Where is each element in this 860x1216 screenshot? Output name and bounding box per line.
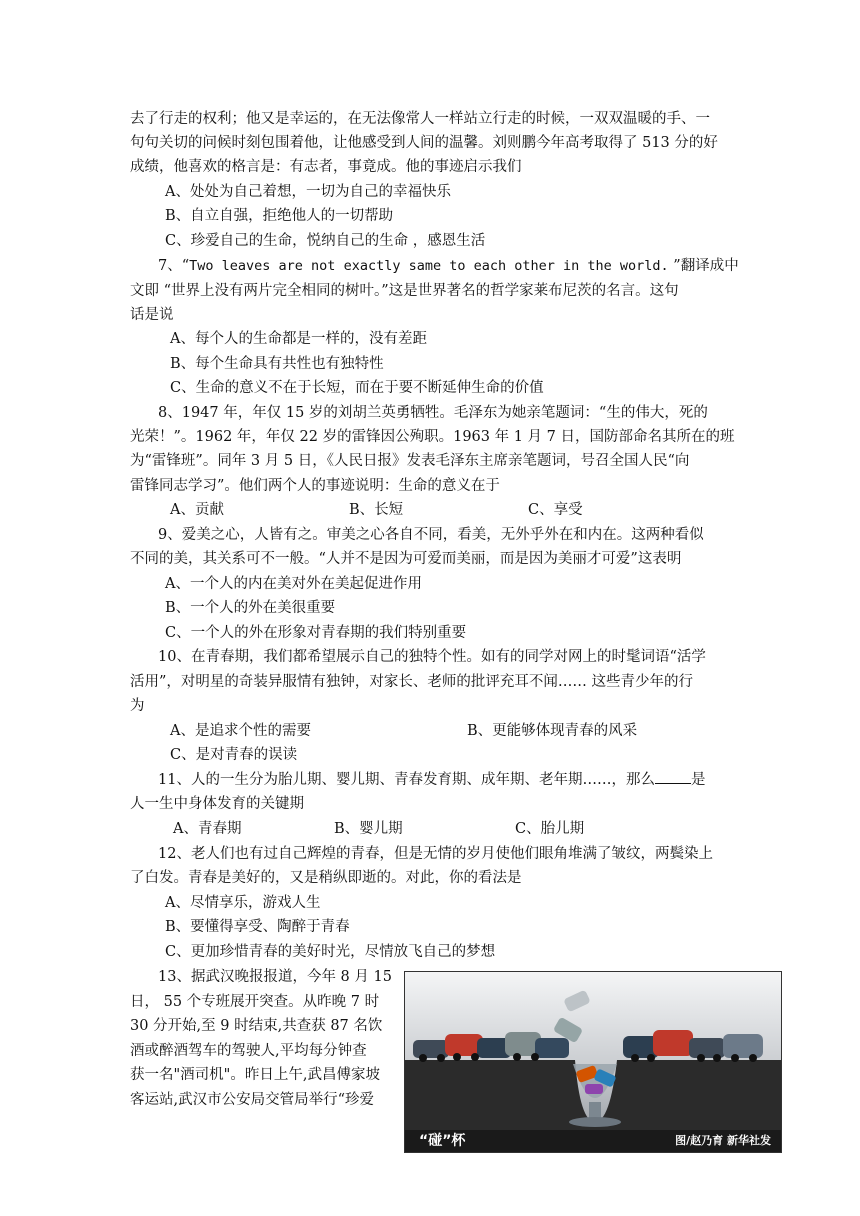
q11-option-b: B、婴儿期: [334, 821, 403, 837]
q10-line-1: 10、在青春期，我们都希望展示自己的独特个性。如有的同学对网上的时髦词语“活学: [158, 649, 706, 665]
q6-option-b: B、自立自强，拒绝他人的一切帮助: [165, 208, 394, 224]
q6-text-line-2: 句句关切的问候时刻包围着他，让他感受到人间的温馨。刘则鹏今年高考取得了 513 分的好: [130, 135, 718, 151]
q7-line-2: 文即 “世界上没有两片完全相同的树叶。”这是世界著名的哲学家莱布尼茨的名言。这句: [130, 283, 679, 299]
q7-prefix: 7、“: [158, 258, 190, 274]
q13-line-1: 13、据武汉晚报报道，今年 8 月 15: [158, 969, 392, 985]
q13-line-4: 酒或醉酒驾车的驾驶人,平均每分钟查: [130, 1043, 367, 1059]
q7-english-quote: Two leaves are not exactly same to each other in the world.: [189, 258, 669, 274]
q11-line-1: [158, 768, 758, 792]
q9-option-c: C、一个人的外在形象对青春期的我们特别重要: [165, 625, 467, 641]
cartoon-figure: [404, 971, 782, 1153]
q12-option-c: C、更加珍惜青春的美好时光，尽情放飞自己的梦想: [165, 944, 496, 960]
q10-option-c: C、是对青春的误读: [170, 747, 298, 763]
q8-option-a: A、贡献: [170, 502, 224, 518]
q8-line-3: 为“雷锋班”。同年 3 月 5 日，《人民日报》发表毛泽东主席亲笔题词，号召全国人民“向: [130, 453, 690, 469]
q7-option-b: B、每个生命具有共性也有独特性: [170, 356, 384, 372]
cartoon-credit: 图/赵乃育 新华社发: [675, 1134, 771, 1147]
q12-line-1: 12、老人们也有过自己辉煌的青春，但是无情的岁月使他们眼角堆满了皱纹，两鬓染上: [158, 846, 713, 862]
q11-option-c: C、胎儿期: [515, 821, 585, 837]
q12-option-b: B、要懂得享受、陶醉于青春: [165, 919, 350, 935]
q10-option-b: B、更能够体现青春的风采: [467, 723, 638, 739]
q11-line-2: 人一生中身体发育的关键期: [130, 796, 304, 812]
q6-text-line-1: 去了行走的权利；他又是幸运的，在无法像常人一样站立行走的时候，一双双温暖的手、一: [130, 111, 710, 127]
q6-text-line-3: 成绩，他喜欢的格言是：有志者，事竟成。他的事迹启示我们: [130, 159, 522, 175]
q10-option-a: A、是追求个性的需要: [170, 723, 311, 739]
q6-option-a: A、处处为自己着想，一切为自己的幸福快乐: [165, 184, 451, 200]
q8-line-1: 8、1947 年，年仅 15 岁的刘胡兰英勇牺牲。毛泽东为她亲笔题词：“生的伟大，死的: [158, 405, 708, 421]
q11-answer-blank: [655, 769, 691, 784]
q11-option-a: A、青春期: [173, 821, 242, 837]
q8-option-b: B、长短: [349, 502, 404, 518]
q13-line-2: 日， 55 个专班展开突查。从昨晚 7 时: [130, 994, 380, 1010]
q7-option-a: A、每个人的生命都是一样的，没有差距: [170, 331, 427, 347]
q13-line-3: 30 分开始,至 9 时结束,共查获 87 名饮: [130, 1018, 383, 1034]
q7-option-c: C、生命的意义不在于长短，而在于要不断延伸生命的价值: [170, 380, 544, 396]
q12-option-a: A、尽情享乐，游戏人生: [165, 895, 321, 911]
q7-suffix: ”翻译成中: [668, 258, 739, 274]
q8-line-4: 雷锋同志学习”。他们两个人的事迹说明：生命的意义在于: [130, 478, 500, 494]
q13-line-6: 客运站,武汉市公安局交管局举行“珍爱: [130, 1092, 375, 1108]
q8-option-c: C、享受: [528, 502, 583, 518]
q13-line-5: 获一名"酒司机"。昨日上午,武昌傅家坡: [130, 1067, 380, 1083]
q11-text-before-blank: 11、人的一生分为胎儿期、婴儿期、青春发育期、成年期、老年期……，那么: [158, 772, 655, 788]
q10-line-3: 为: [130, 698, 145, 714]
q7-line-1: [158, 254, 758, 278]
q9-line-2: 不同的美，其关系可不一般。“人并不是因为可爱而美丽，而是因为美丽才可爱”这表明: [130, 551, 682, 567]
q6-option-c: C、珍爱自己的生命，悦纳自己的生命 ，感恩生活: [165, 233, 486, 249]
q7-line-3: 话是说: [130, 307, 174, 323]
q11-text-after-blank: 是: [690, 772, 706, 788]
q9-line-1: 9、爱美之心，人皆有之。审美之心各自不同，看美，无外乎外在和内在。这两种看似: [158, 527, 704, 543]
q9-option-a: A、一个人的内在美对外在美起促进作用: [165, 576, 422, 592]
cartoon-title: “碰”杯: [419, 1133, 466, 1149]
cartoon-drawing: [405, 972, 781, 1152]
q12-line-2: 了白发。青春是美好的，又是稍纵即逝的。对此，你的看法是: [130, 870, 522, 886]
q10-line-2: 活用”，对明星的奇装异服情有独钟，对家长、老师的批评充耳不闻…… 这些青少年的行: [130, 674, 694, 690]
q9-option-b: B、一个人的外在美很重要: [165, 600, 336, 616]
cartoon-glass-base: [569, 1117, 621, 1127]
q8-line-2: 光荣！”。1962 年，年仅 22 岁的雷锋因公殉职。1963 年 1 月 7 日，国防部命名其所在的班: [130, 429, 735, 445]
